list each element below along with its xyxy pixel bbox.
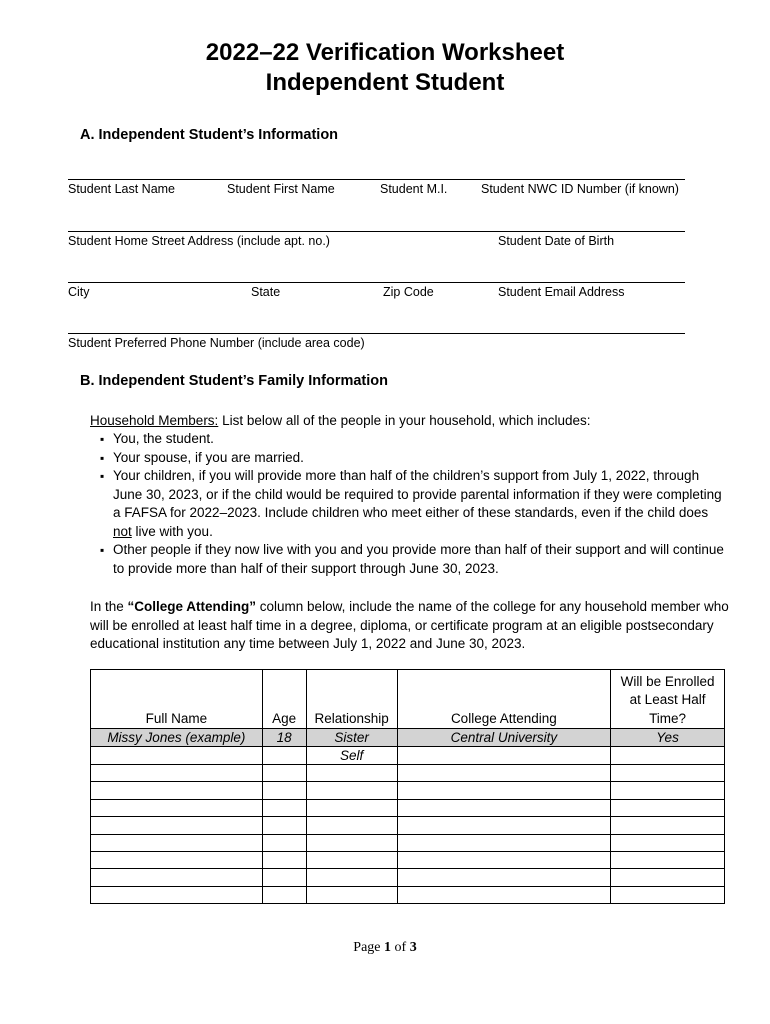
self-enrolled-cell[interactable] xyxy=(611,747,725,765)
bullet-spouse: ▪ Your spouse, if you are married. xyxy=(100,449,725,468)
table-cell[interactable] xyxy=(262,834,306,851)
table-cell[interactable] xyxy=(262,886,306,903)
table-cell[interactable] xyxy=(397,851,611,868)
table-cell[interactable] xyxy=(397,817,611,834)
table-cell[interactable] xyxy=(306,834,397,851)
label-address: Student Home Street Address (include apt. no.) xyxy=(68,234,330,248)
self-age-cell[interactable] xyxy=(262,747,306,765)
table-cell[interactable] xyxy=(306,782,397,799)
example-college: Central University xyxy=(397,729,611,747)
table-row[interactable] xyxy=(91,869,725,886)
bullet-children-not: not xyxy=(113,523,132,539)
page-current: 1 xyxy=(384,940,392,955)
label-city: City xyxy=(68,285,90,299)
field-line-name-row[interactable] xyxy=(68,179,685,180)
table-cell[interactable] xyxy=(611,782,725,799)
table-cell[interactable] xyxy=(611,799,725,816)
table-cell[interactable] xyxy=(306,851,397,868)
table-cell[interactable] xyxy=(262,869,306,886)
label-state: State xyxy=(251,285,281,299)
table-row[interactable] xyxy=(91,799,725,816)
self-college-cell[interactable] xyxy=(397,747,611,765)
example-name: Missy Jones (example) xyxy=(91,729,263,747)
table-cell[interactable] xyxy=(91,782,263,799)
table-cell[interactable] xyxy=(397,799,611,816)
self-name-cell[interactable] xyxy=(91,747,263,765)
table-cell[interactable] xyxy=(397,886,611,903)
table-row[interactable] xyxy=(91,782,725,799)
household-intro-text: List below all of the people in your household, which includes: xyxy=(218,413,591,428)
table-cell[interactable] xyxy=(262,782,306,799)
table-cell[interactable] xyxy=(397,782,611,799)
label-email: Student Email Address xyxy=(498,285,625,299)
header-full-name: Full Name xyxy=(91,670,263,729)
example-relationship: Sister xyxy=(306,729,397,747)
header-college: College Attending xyxy=(397,670,611,729)
label-dob: Student Date of Birth xyxy=(498,234,615,248)
college-text-pre: In the xyxy=(90,599,128,614)
table-cell[interactable] xyxy=(91,799,263,816)
table-cell[interactable] xyxy=(611,834,725,851)
table-row[interactable] xyxy=(91,851,725,868)
table-row[interactable] xyxy=(91,817,725,834)
header-relationship: Relationship xyxy=(306,670,397,729)
table-row[interactable] xyxy=(91,886,725,903)
table-header-row xyxy=(91,670,725,729)
label-last-name: Student Last Name xyxy=(68,182,176,196)
page-number xyxy=(0,940,770,956)
household-bullet-list xyxy=(100,430,725,578)
table-cell[interactable] xyxy=(306,817,397,834)
table-row[interactable] xyxy=(91,834,725,851)
household-members-label: Household Members: xyxy=(90,413,219,428)
table-cell[interactable] xyxy=(306,765,397,782)
table-cell[interactable] xyxy=(91,834,263,851)
bullet-children-text-a: Your children, if you will provide more than half of the children’s support from July 1, 2022, through June 30, 2023, or if the child would be required to provide parental information if they were completing a FAFSA for 2022–2023. Include children who meet either of these standards, even if the child does xyxy=(113,468,722,520)
label-first-name: Student First Name xyxy=(227,182,335,196)
example-enrolled: Yes xyxy=(611,729,725,747)
table-cell[interactable] xyxy=(397,834,611,851)
table-cell[interactable] xyxy=(91,851,263,868)
table-cell[interactable] xyxy=(306,799,397,816)
table-row-example xyxy=(91,729,725,747)
table-cell[interactable] xyxy=(611,886,725,903)
label-zip: Zip Code xyxy=(383,285,434,299)
title-line-1: 2022–22 Verification Worksheet xyxy=(205,39,565,66)
table-cell[interactable] xyxy=(306,886,397,903)
table-cell[interactable] xyxy=(611,869,725,886)
bullet-student: ▪ You, the student. xyxy=(100,430,725,449)
table-cell[interactable] xyxy=(262,817,306,834)
table-cell[interactable] xyxy=(91,765,263,782)
page-total: 3 xyxy=(409,940,417,955)
page-of: of xyxy=(391,940,410,955)
table-cell[interactable] xyxy=(397,765,611,782)
bullet-children xyxy=(100,467,725,541)
table-cell[interactable] xyxy=(262,765,306,782)
table-cell[interactable] xyxy=(397,869,611,886)
worksheet-title xyxy=(0,38,770,98)
college-text-post: column below, include the name of the college for any household member who will be enrolled at least half time in a degree, diploma, or certificate program at an eligible postsecondary educational institution any time between July 1, 2022 and June 30, 2023. xyxy=(90,599,729,651)
table-row-self[interactable] xyxy=(91,747,725,765)
section-a-heading: A. Independent Student’s Information xyxy=(80,127,339,143)
table-cell[interactable] xyxy=(611,817,725,834)
college-text-bold: “College Attending” xyxy=(127,599,257,614)
field-line-city-row[interactable] xyxy=(68,282,685,283)
table-cell[interactable] xyxy=(91,886,263,903)
label-mi: Student M.I. xyxy=(380,182,448,196)
table-row[interactable] xyxy=(91,765,725,782)
header-enrolled: Will be Enrolled at Least Half Time? xyxy=(611,670,725,729)
header-age: Age xyxy=(262,670,306,729)
table-cell[interactable] xyxy=(91,817,263,834)
field-line-phone-row[interactable] xyxy=(68,333,685,334)
example-age: 18 xyxy=(262,729,306,747)
table-cell[interactable] xyxy=(262,799,306,816)
college-attending-instructions xyxy=(90,598,730,654)
page-prefix: Page xyxy=(353,940,385,955)
table-cell[interactable] xyxy=(611,765,725,782)
bullet-other-people: ▪ Other people if they now live with you and you provide more than half of their support and will continue to provide more than half of their support through June 30, 2023. xyxy=(100,541,725,578)
label-nwc-id: Student NWC ID Number (if known) xyxy=(481,182,679,196)
table-cell[interactable] xyxy=(306,869,397,886)
section-b-heading: B. Independent Student’s Family Information xyxy=(80,373,389,389)
household-table xyxy=(90,669,725,904)
household-intro xyxy=(90,412,730,431)
field-line-address-row[interactable] xyxy=(68,231,685,232)
table-cell[interactable] xyxy=(91,869,263,886)
bullet-children-text-b: live with you. xyxy=(131,523,213,539)
self-relationship: Self xyxy=(306,747,397,765)
label-phone: Student Preferred Phone Number (include area code) xyxy=(68,336,365,350)
title-line-2: Independent Student xyxy=(265,69,505,96)
table-cell[interactable] xyxy=(262,851,306,868)
table-cell[interactable] xyxy=(611,851,725,868)
